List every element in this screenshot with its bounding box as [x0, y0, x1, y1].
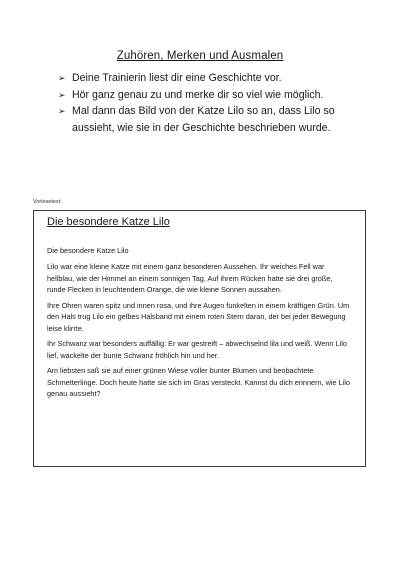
- arrow-bullet-icon: ➢: [58, 106, 66, 116]
- story-paragraph: Ihr Schwanz war besonders auffällig: Er war gestreift – abwechselnd lila und weiß. Wenn Lilo lief, wackelte der bunte Schwanz fröhlich hin und her.: [47, 339, 347, 360]
- instruction-text: Deine Trainierin liest dir eine Geschichte vor.: [72, 72, 282, 84]
- instruction-text: Hör ganz genau zu und merke dir so viel wie möglich.: [72, 88, 324, 101]
- story-box: [33, 210, 366, 467]
- arrow-bullet-icon: ➢: [58, 73, 66, 83]
- story-paragraph: Am liebsten saß sie auf einer grünen Wiese voller bunter Blumen und beobachtete Schmetterlinge. Doch heute hatte sie sich im Gras versteckt. Kannst du dich erinnern, wie Lilo genau aussieht?: [47, 366, 350, 398]
- instruction-item: [58, 103, 358, 136]
- read-aloud-label: Vorlesetext:: [33, 199, 62, 205]
- instruction-text: Mal dann das Bild von der Katze Lilo so an, dass Lilo so aussieht, wie sie in der Geschichte beschrieben wurde.: [72, 105, 335, 134]
- story-heading: Die besondere Katze Lilo: [47, 216, 170, 228]
- instruction-item: [58, 70, 358, 87]
- story-subtitle: Die besondere Katze Lilo: [47, 246, 129, 255]
- instruction-item: [58, 87, 358, 104]
- arrow-bullet-icon: ➢: [58, 89, 66, 100]
- story-paragraph: Lilo war eine kleine Katze mit einem ganz besonderen Aussehen. Ihr weiches Fell war hellblau, wie der Himmel an einem sonnigen Tag. Auf ihrem Rücken hatte sie drei große, runde Flecken in leuchtendem Orange, die wie kleine Sonnen aussahen.: [47, 262, 333, 294]
- page-title: Zuhören, Merken und Ausmalen: [116, 50, 284, 62]
- story-paragraph: Ihre Ohren waren spitz und innen rosa, und ihre Augen funkelten in einem kräftigen Grün. Um den Hals trug Lilo ein gelbes Halsband mit einem roten Stern daran, der bei jeder Bewegung leise klirrte.: [47, 300, 350, 333]
- instruction-list: [58, 70, 358, 136]
